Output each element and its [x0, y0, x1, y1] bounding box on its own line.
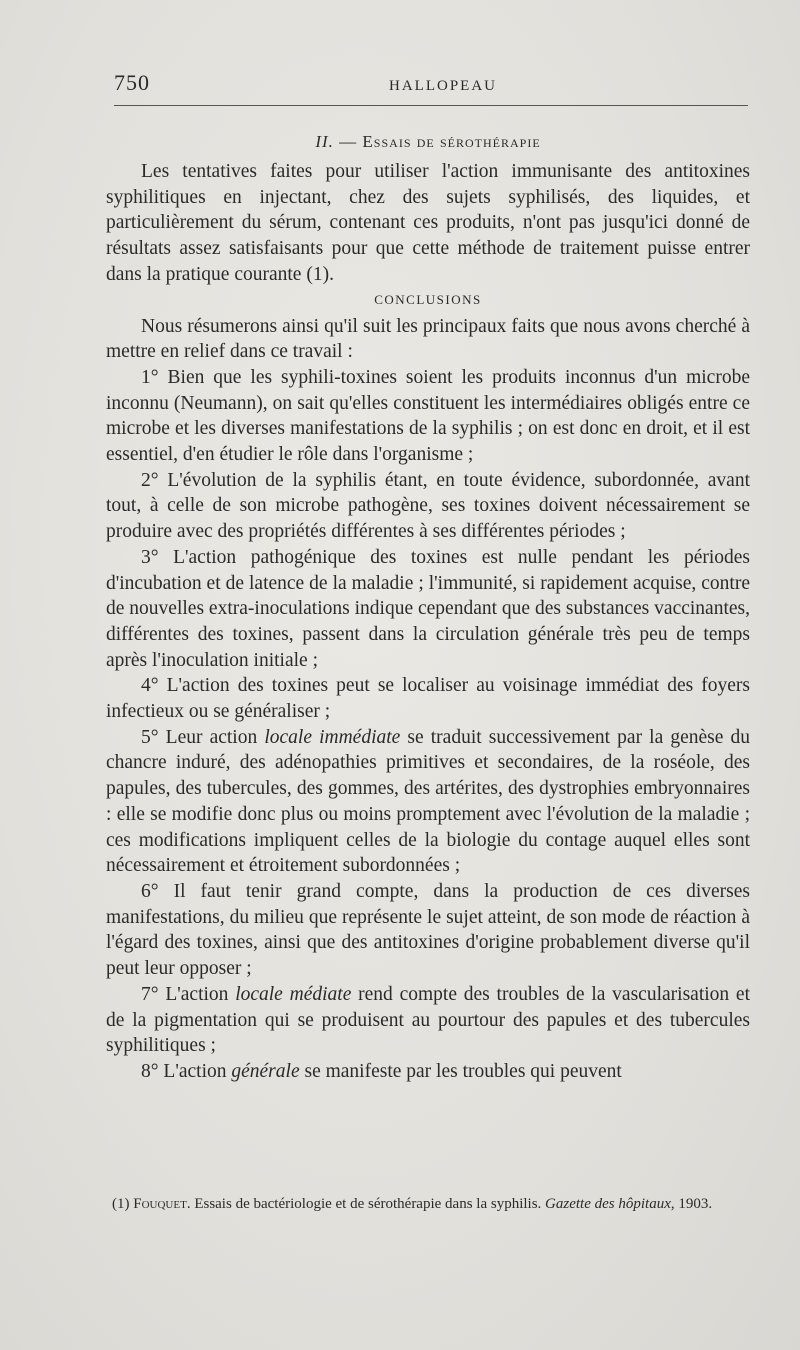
item-5-start: 5° Leur action [141, 726, 265, 748]
conclusion-item-6: 6° Il faut tenir grand compte, dans la production de ces diverses manifestations, du milieu que représente le sujet atteint, de son mode de réaction à l'égard des toxines, ainsi que des antitoxines d'origine probablement diverse qu'il peut leur opposer ; [106, 880, 750, 980]
item-5-italic: locale immédiate [264, 726, 401, 748]
section-numeral: II. [315, 132, 334, 151]
section-title [106, 131, 750, 153]
footnote-journal: Gazette des hôpitaux [545, 1196, 671, 1212]
conclusion-item-5 [106, 725, 750, 879]
page-header [114, 70, 748, 100]
item-7-start: 7° L'action [141, 983, 236, 1005]
footnote-marker: (1) [112, 1196, 134, 1212]
item-5-rest: se traduit successivement par la genèse du chancre induré, des adénopathies primitives et secondaires, de la roséole, des papules, des tubercules, des gommes, des artérites, des dystrophies embryonnaires : elle se modifie donc plus ou moins promptement avec l'évolution de la maladie ; ces modifications impliquent celles de la biologie du contage auquel elles sont nécessairement et étroitement subordonnées ; [106, 726, 751, 877]
conclusion-item-7 [106, 982, 750, 1059]
header-rule [114, 105, 748, 106]
footnote-author: Fouquet [133, 1196, 187, 1212]
conclusion-item-2: 2° L'évolution de la syphilis étant, en toute évidence, subordonnée, avant tout, à celle de son microbe pathogène, ses toxines doivent nécessairement se produire avec des propriétés différentes à ses différentes périodes ; [106, 469, 750, 543]
conclusion-item-8 [106, 1059, 750, 1085]
paragraph-intro: Les tentatives faites pour utiliser l'action immunisante des antitoxines syphilitiques en injectant, chez des sujets syphilisés, des liquides, et particulièrement du sérum, contenant ces produits, n'ont pas jusqu'ici donné de résultats assez satisfaisants pour que cette méthode de traitement puisse entrer dans la pratique courante (1). [106, 161, 750, 285]
conclusions-intro: Nous résumerons ainsi qu'il suit les principaux faits que nous avons cherché à mettre en relief dans ce travail : [106, 315, 750, 363]
conclusion-item-3: 3° L'action pathogénique des toxines est nulle pendant les périodes d'incubation et de latence de la maladie ; l'immunité, si rapidement acquise, contre de nouvelles extra-inoculations indique cependant que des substances vaccinantes, différentes des toxines, passent dans la circulation générale très peu de temps après l'inoculation initiale ; [106, 546, 750, 671]
item-7-rest: rend compte des troubles de la vascularisation et de la pigmentation qui se produisent au pourtour des papules et des tubercules syphilitiques ; [106, 983, 751, 1057]
conclusions-heading: CONCLUSIONS [374, 291, 482, 307]
section-title-text: Essais de sérothérapie [362, 132, 541, 151]
section-dash: — [333, 132, 363, 151]
footnote-text [104, 1194, 750, 1214]
page-body [106, 131, 750, 1085]
conclusion-item-4: 4° L'action des toxines peut se localiser au voisinage immédiat des foyers infectieux ou se généraliser ; [106, 675, 750, 723]
conclusion-item-1: 1° Bien que les syphili-toxines soient les produits inconnus d'un microbe inconnu (Neumann), on sait qu'elles constituent les intermédiaires obligés entre ce microbe et les diverses manifestations de la syphilis ; on est donc en droit, et il est essentiel, d'en étudier le rôle dans l'organisme ; [106, 366, 750, 466]
item-8-start: 8° L'action [141, 1060, 232, 1082]
item-7-italic: locale médiate [235, 983, 352, 1005]
footnote-title: . Essais de bactériologie et de sérothérapie dans la syphilis. [186, 1196, 546, 1212]
footnote [104, 1194, 750, 1214]
item-8-rest: se manifeste par les troubles qui peuvent [299, 1060, 622, 1082]
running-head: HALLOPEAU [389, 78, 497, 94]
footnote-year: , 1903. [670, 1196, 713, 1212]
page-number: 750 [114, 70, 150, 95]
item-8-italic: générale [231, 1060, 300, 1082]
